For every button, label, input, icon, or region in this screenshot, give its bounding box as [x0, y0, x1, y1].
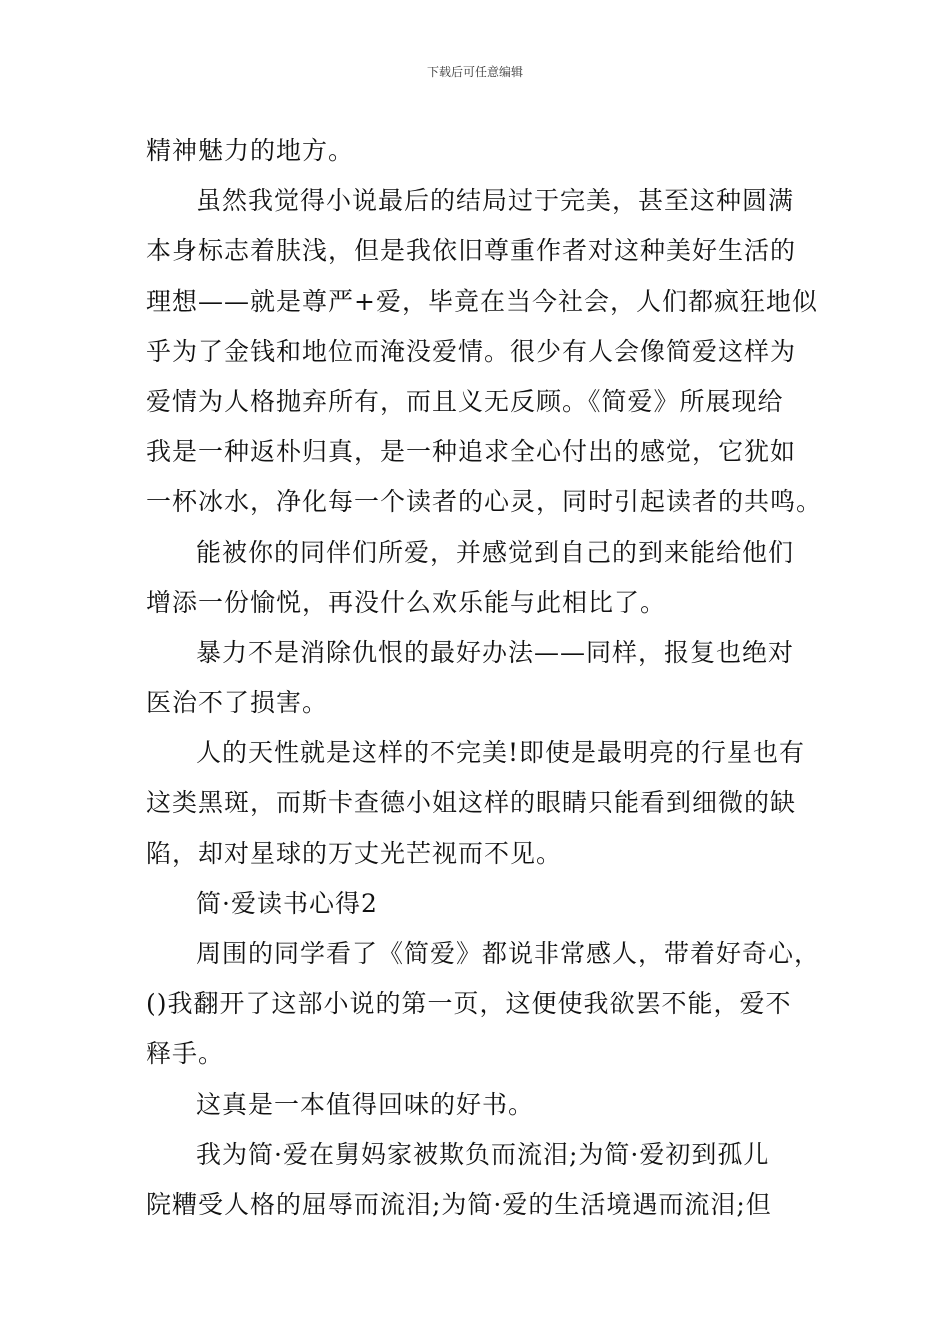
paragraph-start-line: 暴力不是消除仇恨的最好办法——同样，报复也绝对 [196, 637, 795, 667]
page-header-note: 下载后可任意编辑 [426, 65, 523, 79]
section-heading: 简·爱读书心得2 [196, 888, 378, 918]
text-line: 释手。 [146, 1039, 225, 1069]
text-line: 理想——就是尊严+爱，毕竟在当今社会，人们都疯狂地似 [146, 286, 818, 316]
text-line: 医治不了损害。 [146, 688, 329, 718]
paragraph-start-line: 我为简·爱在舅妈家被欺负而流泪;为简·爱初到孤儿 [196, 1139, 770, 1169]
paragraph-start-line: 虽然我觉得小说最后的结局过于完美，甚至这种圆满 [196, 186, 795, 216]
document-body [146, 126, 823, 1230]
paragraph-start-line: 这真是一本值得回味的好书。 [196, 1089, 535, 1119]
text-line: ()我翻开了这部小说的第一页，这便使我欲罢不能，爱不 [146, 989, 792, 1019]
paragraph-start-line: 周围的同学看了《简爱》都说非常感人，带着好奇心， [196, 939, 821, 968]
text-line: 本身标志着肤浅，但是我依旧尊重作者对这种美好生活的 [146, 236, 797, 266]
text-line: 陷，却对星球的万丈光芒视而不见。 [146, 838, 563, 868]
text-line: 我是一种返朴归真，是一种追求全心付出的感觉，它犹如 [146, 437, 797, 467]
text-line: 一杯冰水，净化每一个读者的心灵，同时引起读者的共鸣。 [146, 487, 823, 517]
text-line: 精神魅力的地方。 [146, 136, 355, 165]
text-line: 增添一份愉悦，再没什么欢乐能与此相比了。 [146, 587, 667, 617]
paragraph-start-line: 人的天性就是这样的不完美!即使是最明亮的行星也有 [196, 738, 806, 768]
text-line: 这类黑斑，而斯卡查德小姐这样的眼睛只能看到细微的缺 [146, 788, 797, 818]
paragraph-start-line: 能被你的同伴们所爱，并感觉到自己的到来能给他们 [196, 537, 795, 567]
text-line: 院糟受人格的屈辱而流泪;为简·爱的生活境遇而流泪;但 [146, 1189, 772, 1219]
text-line: 乎为了金钱和地位而淹没爱情。很少有人会像简爱这样为 [146, 336, 797, 366]
text-line: 爱情为人格抛弃所有，而且义无反顾。《简爱》所展现给 [146, 386, 784, 416]
